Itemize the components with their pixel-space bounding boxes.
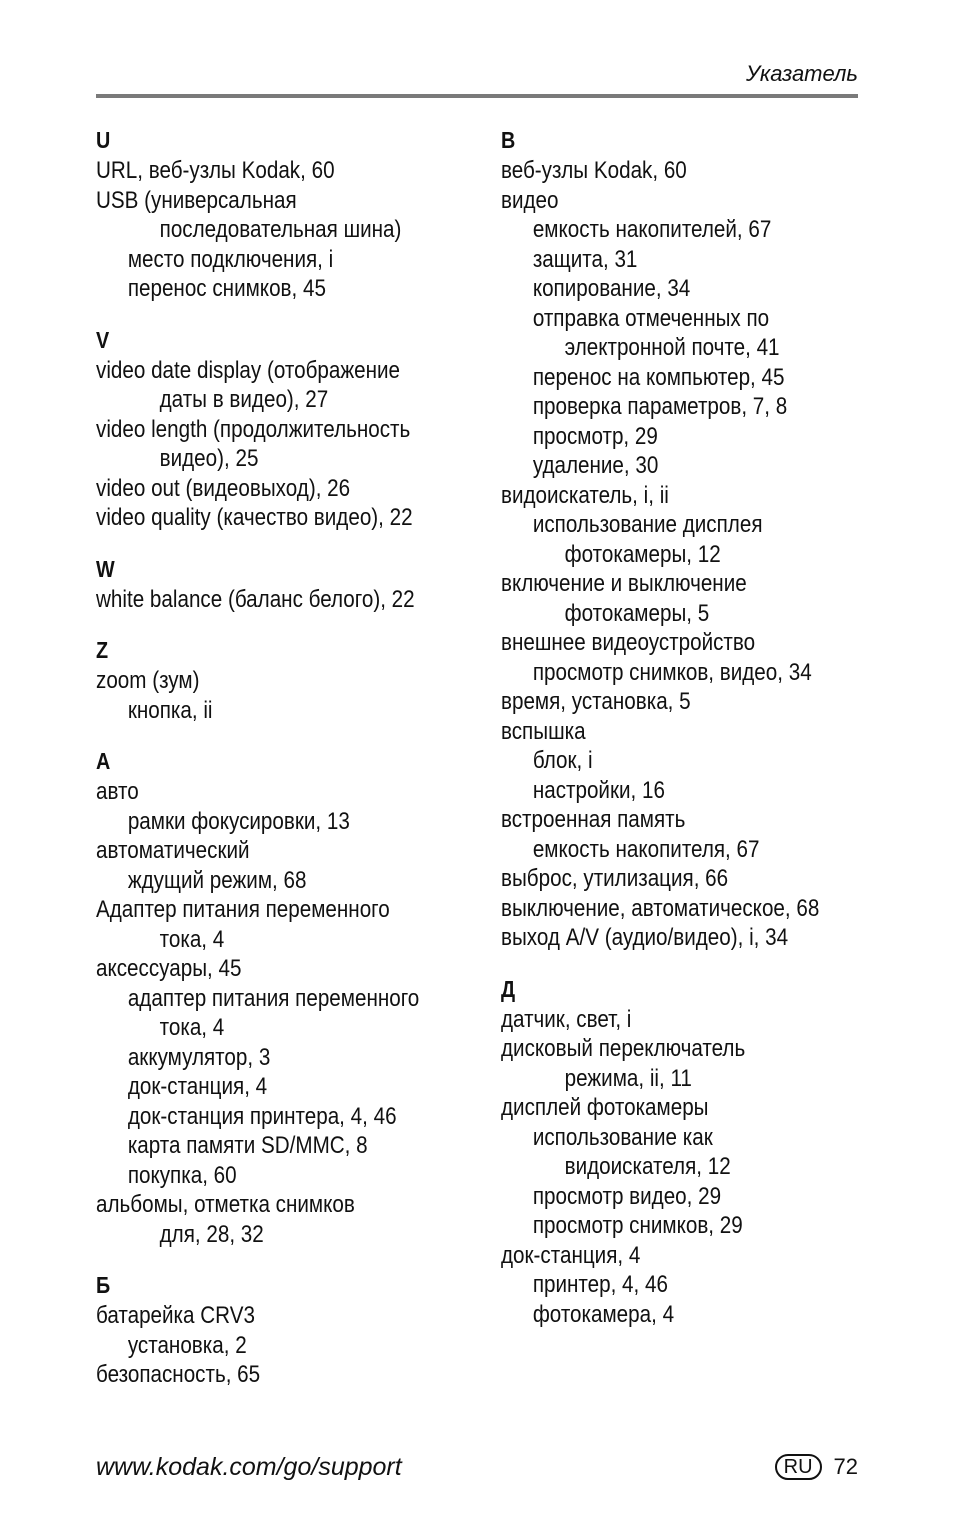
index-entry: выход A/V (аудио/видео), i, 34 <box>501 924 789 951</box>
index-entry: video length (продолжительность <box>96 415 411 443</box>
index-subentry: просмотр снимков, видео, 34 <box>532 658 812 686</box>
index-section <box>96 326 496 533</box>
index-section <box>501 975 861 1330</box>
index-entry: время, установка, 5 <box>501 688 691 715</box>
page-number: 72 <box>833 1454 858 1479</box>
index-subentry: кнопка, ii <box>127 696 213 724</box>
index-subentry: проверка параметров, 7, 8 <box>532 393 788 420</box>
index-entry: выброс, утилизация, 66 <box>501 865 729 892</box>
index-subentry: для, 28, 32 <box>159 1220 264 1248</box>
index-subentry: копирование, 34 <box>532 275 691 302</box>
index-subentry: фотокамеры, 12 <box>564 540 721 568</box>
index-subentry: блок, i <box>532 747 593 774</box>
index-entry: дисковый переключатель <box>501 1035 746 1062</box>
index-entry: безопасность, 65 <box>96 1361 261 1388</box>
footer-page-info <box>775 1452 858 1482</box>
index-subentry: просмотр, 29 <box>532 422 658 450</box>
index-subentry: установка, 2 <box>127 1331 247 1359</box>
index-entry: батарейка CRV3 <box>96 1302 255 1329</box>
index-subentry: защита, 31 <box>532 245 638 273</box>
index-subentry: удаление, 30 <box>532 452 659 479</box>
index-entry: Адаптер питания переменного <box>96 896 390 923</box>
index-entry: автоматический <box>96 837 250 864</box>
index-entry: авто <box>96 778 139 805</box>
index-subentry: просмотр видео, 29 <box>532 1182 722 1210</box>
index-entry: видоискатель, i, ii <box>501 481 669 509</box>
index-subentry: последовательная шина) <box>159 216 402 243</box>
index-subentry: ждущий режим, 68 <box>127 866 307 894</box>
index-entry: встроенная память <box>501 806 686 833</box>
index-subentry: емкость накопителя, 67 <box>532 835 760 863</box>
index-subentry: аккумулятор, 3 <box>127 1043 271 1071</box>
index-entry: video quality (качество видео), 22 <box>96 504 413 531</box>
index-subentry: перенос на компьютер, 45 <box>532 363 785 391</box>
index-column-right <box>501 126 861 1351</box>
index-subentry: отправка отмеченных по <box>532 304 770 332</box>
index-subentry: адаптер питания переменного <box>127 984 420 1012</box>
index-entry: video date display (отображение <box>96 356 401 384</box>
index-entry: дисплей фотокамеры <box>501 1094 709 1121</box>
index-subentry: место подключения, i <box>127 245 334 273</box>
index-column-left <box>96 126 496 1412</box>
index-subentry: рамки фокусировки, 13 <box>127 807 350 835</box>
index-entry: white balance (баланс белого), 22 <box>96 585 415 613</box>
index-subentry: настройки, 16 <box>532 776 665 804</box>
index-subentry: использование дисплея <box>532 511 763 538</box>
index-subentry: режима, ii, 11 <box>564 1064 692 1092</box>
index-section <box>96 126 496 304</box>
index-subentry: электронной почте, 41 <box>564 334 780 361</box>
index-entry: zoom (зум) <box>96 667 200 694</box>
footer-support-url: www.kodak.com/go/support <box>96 1453 402 1481</box>
index-subentry: видео), 25 <box>159 445 259 472</box>
index-entry: док-станция, 4 <box>501 1241 641 1269</box>
index-entry: video out (видеовыход), 26 <box>96 474 351 502</box>
index-subentry: тока, 4 <box>159 1014 225 1041</box>
index-entry: веб-узлы Kodak, 60 <box>501 157 687 184</box>
index-subentry: карта памяти SD/MMC, 8 <box>127 1132 368 1159</box>
index-letter-heading: Z <box>96 637 109 663</box>
index-letter-heading: Б <box>96 1272 111 1298</box>
index-entry: включение и выключение <box>501 570 747 597</box>
index-subentry: использование как <box>532 1123 713 1151</box>
index-entry: видео <box>501 186 559 214</box>
index-subentry: док-станция, 4 <box>127 1073 268 1100</box>
index-section <box>96 1271 496 1390</box>
index-subentry: док-станция принтера, 4, 46 <box>127 1102 397 1130</box>
index-subentry: просмотр снимков, 29 <box>532 1212 743 1239</box>
index-entry: аксессуары, 45 <box>96 955 242 982</box>
index-subentry: принтер, 4, 46 <box>532 1271 668 1298</box>
language-badge: RU <box>775 1454 822 1480</box>
index-entry: датчик, свет, i <box>501 1005 632 1033</box>
index-entry: выключение, автоматическое, 68 <box>501 894 820 922</box>
index-subentry: тока, 4 <box>159 925 225 953</box>
index-subentry: покупка, 60 <box>127 1161 237 1189</box>
index-entry: USB (универсальная <box>96 186 297 214</box>
index-subentry: видоискателя, 12 <box>564 1153 731 1180</box>
index-entry: внешнее видеоустройство <box>501 629 756 656</box>
index-section <box>96 555 496 615</box>
index-section <box>96 636 496 725</box>
index-section <box>501 126 861 953</box>
index-subentry: фотокамеры, 5 <box>564 599 710 627</box>
index-subentry: фотокамера, 4 <box>532 1300 675 1328</box>
index-entry: вспышка <box>501 717 586 745</box>
index-subentry: даты в видео), 27 <box>159 386 329 413</box>
header-rule <box>96 94 858 98</box>
index-section <box>96 747 496 1249</box>
index-letter-heading: А <box>96 748 111 774</box>
index-letter-heading: В <box>501 127 516 153</box>
index-letter-heading: U <box>96 127 111 153</box>
index-entry: URL, веб-узлы Kodak, 60 <box>96 157 335 184</box>
index-subentry: емкость накопителей, 67 <box>532 216 772 243</box>
index-letter-heading: W <box>96 555 115 582</box>
index-letter-heading: Д <box>501 975 516 1002</box>
page-header-title: Указатель <box>746 61 858 86</box>
index-entry: альбомы, отметка снимков <box>96 1191 355 1218</box>
index-letter-heading: V <box>96 326 110 353</box>
index-subentry: перенос снимков, 45 <box>127 275 326 302</box>
